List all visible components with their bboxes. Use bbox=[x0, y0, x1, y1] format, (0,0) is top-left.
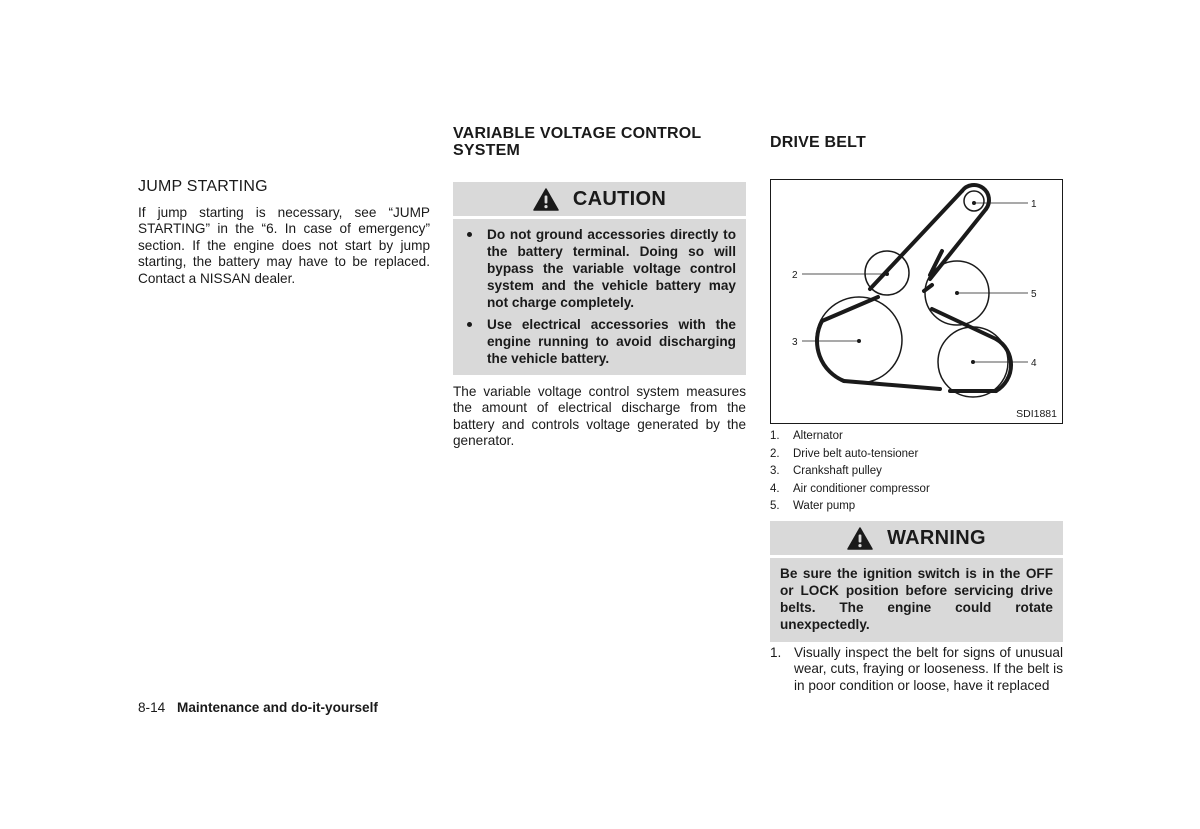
page-number: 8-14 bbox=[138, 700, 166, 715]
legend-item bbox=[770, 428, 1063, 446]
page-footer bbox=[138, 700, 378, 715]
caution-item: Use electrical accessories with the engine running to avoid discharging the vehicle battery. bbox=[463, 316, 736, 367]
step-number: 1. bbox=[770, 645, 782, 660]
legend-num: 3. bbox=[770, 465, 780, 477]
legend-label: Air conditioner compressor bbox=[793, 482, 930, 495]
legend-num: 1. bbox=[770, 430, 780, 442]
legend-num: 2. bbox=[770, 447, 780, 460]
leader-dot bbox=[971, 360, 974, 363]
caution-body bbox=[453, 219, 746, 375]
footer-section-title: Maintenance and do-it-yourself bbox=[177, 700, 378, 715]
leader-dot bbox=[885, 272, 888, 275]
leader-dot bbox=[857, 339, 860, 342]
variable-voltage-heading bbox=[453, 125, 753, 159]
legend-num: 4. bbox=[770, 482, 780, 495]
variable-voltage-heading-line1: VARIABLE VOLTAGE CONTROL bbox=[453, 125, 702, 142]
callout-5: 5 bbox=[1031, 289, 1037, 300]
jump-starting-heading: JUMP STARTING bbox=[138, 178, 268, 195]
caution-label: CAUTION bbox=[572, 187, 667, 210]
variable-voltage-body: The variable voltage control system measures the amount of electrical discharge from the battery and controls voltage generated by the generator. bbox=[453, 384, 746, 449]
legend-label: Drive belt auto-tensioner bbox=[793, 447, 919, 460]
legend-item bbox=[770, 481, 1063, 499]
legend-num: 5. bbox=[770, 500, 780, 512]
warning-box bbox=[770, 521, 1063, 642]
legend-item bbox=[770, 463, 1063, 481]
legend-item bbox=[770, 498, 1063, 516]
warning-label: WARNING bbox=[887, 526, 986, 549]
caution-box bbox=[453, 182, 746, 375]
variable-voltage-heading-line2: SYSTEM bbox=[453, 142, 520, 159]
callout-2: 2 bbox=[792, 270, 798, 281]
legend-label: Crankshaft pulley bbox=[793, 465, 882, 477]
diagram-legend bbox=[770, 428, 1063, 516]
callout-4: 4 bbox=[1031, 358, 1037, 369]
legend-label: Alternator bbox=[793, 430, 843, 442]
legend-label: Water pump bbox=[793, 500, 856, 512]
jump-starting-body: If jump starting is necessary, see “JUMP STARTING” in the “6. In case of emergency” section. If the engine does not start by jump starting, the battery may have to be replaced. Contact a NISSAN dealer. bbox=[138, 205, 430, 286]
step-text: Visually inspect the belt for signs of unusual wear, cuts, fraying or looseness. If the belt is in poor condition or loose, have it replaced bbox=[794, 645, 1063, 693]
legend-item bbox=[770, 446, 1063, 464]
warning-text: Be sure the ignition switch is in the OFF or LOCK position before servicing drive belts. The engine could rotate unexpectedly. bbox=[770, 558, 1063, 642]
inspection-step bbox=[770, 645, 1063, 694]
leader-dot bbox=[972, 201, 975, 204]
warning-header bbox=[770, 521, 1063, 555]
leader-dot bbox=[955, 291, 958, 294]
callout-3: 3 bbox=[792, 337, 798, 348]
figure-id: SDI1881 bbox=[1016, 408, 1057, 420]
drive-belt-diagram bbox=[770, 179, 1063, 424]
caution-item: Do not ground accessories directly to the battery terminal. Doing so will bypass the variable voltage control system and the vehicle battery may not charge completely. bbox=[463, 226, 736, 311]
drive-belt-heading: DRIVE BELT bbox=[770, 134, 866, 151]
warning-triangle-icon bbox=[533, 188, 559, 211]
warning-triangle-icon bbox=[847, 527, 873, 550]
callout-1: 1 bbox=[1031, 199, 1037, 210]
caution-header bbox=[453, 182, 746, 216]
